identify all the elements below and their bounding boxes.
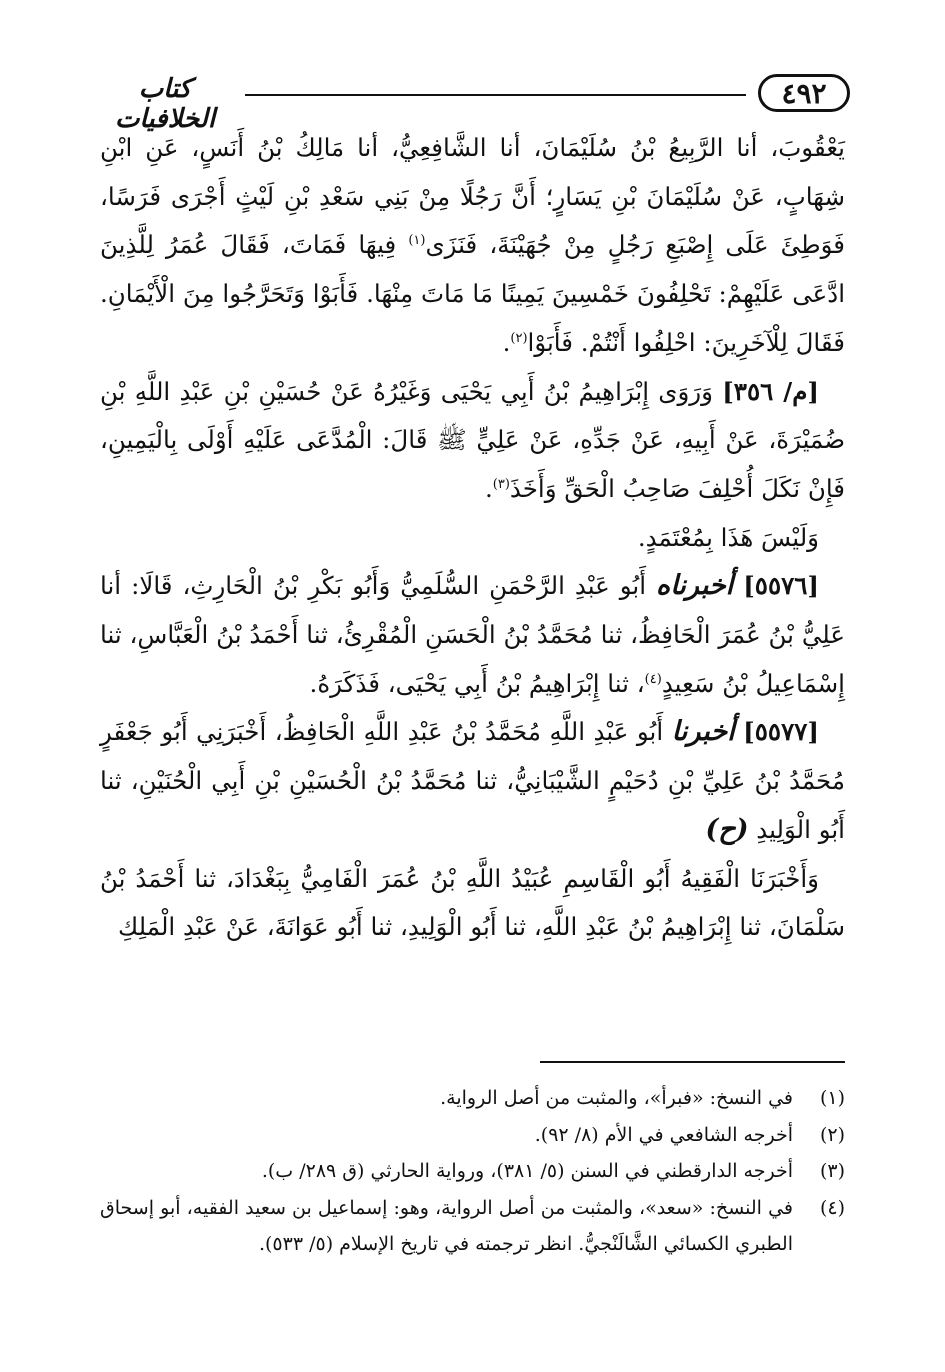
footnote-ref-3[interactable]: (٣): [492, 476, 510, 492]
footnote-ref-1[interactable]: (١): [408, 233, 426, 249]
tahwil-marker: (ح): [705, 813, 749, 845]
main-text: [100, 124, 845, 952]
hadith-number: [٥٥٧٦]: [743, 571, 820, 601]
manuscript-page-ref: [م/ ٣٥٦]: [722, 376, 819, 406]
book-title: كتاب الخلافيات: [114, 74, 216, 134]
paragraph-4: [٥٥٧٦] أخبرناه أَبُو عَبْدِ الرَّحْمَنِ السُّلَمِيُّ وَأَبُو بَكْرِ بْنُ الْحَارِثِ، قَالَا: أنا عَلِيُّ بْنُ عُمَرَ الْحَافِظُ، ثنا مُحَمَّدُ بْنُ الْحَسَنِ الْمُقْرِئُ، ثنا أَحْمَدُ بْنُ الْعَبَّاسِ، ثنا إِسْمَاعِيلُ بْنُ سَعِيدٍ$^{(٤)}$، ثنا إِبْرَاهِيمُ بْنُ أَبِي يَحْيَى، فَذَكَرَهُ.: [100, 570, 845, 698]
footnote-3: (٣) أخرجه الدارقطني في السنن (٥/ ٣٨١)، ورواية الحارثي (ق ٢٨٩/ ب).: [261, 1160, 845, 1182]
paragraph-1: يَعْقُوبَ، أنا الرَّبِيعُ بْنُ سُلَيْمَانَ، أنا الشَّافِعِيُّ، أنا مَالِكُ بْنُ أَنَسٍ، عَنِ ابْنِ شِهَابٍ، عَنْ سُلَيْمَانَ بْنِ يَسَارٍ؛ أَنَّ رَجُلًا مِنْ بَنِي سَعْدِ بْنِ لَيْثٍ أَجْرَى فَرَسًا، فَوَطِئَ عَلَى إِصْبَعِ رَجُلٍ مِنْ جُهَيْنَةَ، فَنَزَى$^{(١)}$ فِيهَا فَمَاتَ، فَقَالَ عُمَرُ لِلَّذِينَ ادَّعَى عَلَيْهِمْ: تَحْلِفُونَ خَمْسِينَ يَمِينًا مَا مَاتَ مِنْهَا. فَأَبَوْا وَتَحَرَّجُوا مِنَ الْأَيْمَانِ. فَقَالَ لِلْآخَرِينَ: احْلِفُوا أَنْتُمْ. فَأَبَوْا$^{(٢)}$.: [100, 133, 845, 357]
hadith-number: [٥٥٧٧]: [743, 717, 819, 747]
page-header: [95, 72, 850, 134]
page-number: ٤٩٢: [758, 74, 850, 112]
footnote-separator: [540, 1061, 845, 1063]
header-rule: [245, 94, 746, 96]
footnote-4: (٤) في النسخ: «سعد»، والمثبت من أصل الرواية، وهو: إسماعيل بن سعيد الفقيه، أبو إسحاق الطبري الكسائي الشَّالَنْجيُّ. انظر ترجمته في تاريخ الإسلام (٥/ ٥٣٣).: [100, 1196, 845, 1255]
footnote-1: (١) في النسخ: «فبرأ»، والمثبت من أصل الرواية.: [440, 1087, 845, 1109]
keyword: أخبرناه: [656, 570, 734, 602]
keyword: أخبرنا: [671, 716, 735, 748]
footnotes: [100, 1080, 845, 1263]
paragraph-2: [م/ ٣٥٦] وَرَوَى إِبْرَاهِيمُ بْنُ أَبِي يَحْيَى وَغَيْرُهُ عَنْ حُسَيْنِ بْنِ عَبْدِ اللَّهِ بْنِ ضُمَيْرَةَ، عَنْ أَبِيهِ، عَنْ جَدِّهِ، عَنْ عَلِيٍّ ﷺ قَالَ: الْمُدَّعَى عَلَيْهِ أَوْلَى بِالْيَمِينِ، فَإِنْ نَكَلَ أُحْلِفَ صَاحِبُ الْحَقِّ وَأَخَذَ$^{(٣)}$.: [100, 376, 845, 503]
footnote-ref-2[interactable]: (٢): [510, 330, 528, 346]
paragraph-3: وَلَيْسَ هَذَا بِمُعْتَمَدٍ.: [637, 522, 819, 552]
paragraph-5: [٥٥٧٧] أخبرنا أَبُو عَبْدِ اللَّهِ مُحَمَّدُ بْنُ عَبْدِ اللَّهِ الْحَافِظُ، أَخْبَرَنِي أَبُو جَعْفَرٍ مُحَمَّدُ بْنُ عَلِيِّ بْنِ دُحَيْمٍ الشَّيْبَانِيُّ، ثنا مُحَمَّدُ بْنُ الْحُسَيْنِ بْنِ أَبِي الْحُنَيْنِ، ثنا أَبُو الْوَلِيدِ (ح): [100, 716, 845, 845]
footnote-ref-4[interactable]: (٤): [644, 671, 662, 687]
footnote-2: (٢) أخرجه الشافعي في الأم (٨/ ٩٢).: [534, 1123, 845, 1146]
paragraph-6: وَأَخْبَرَنَا الْفَقِيهُ أَبُو الْقَاسِمِ عُبَيْدُ اللَّهِ بْنُ عُمَرَ الْفَامِيُّ بِبَغْدَادَ، ثنا أَحْمَدُ بْنُ سَلْمَانَ، ثنا إِبْرَاهِيمُ بْنُ عَبْدِ اللَّهِ، ثنا أَبُو الْوَلِيدِ، ثنا أَبُو عَوَانَةَ، عَنْ عَبْدِ الْمَلِكِ: [100, 863, 845, 942]
